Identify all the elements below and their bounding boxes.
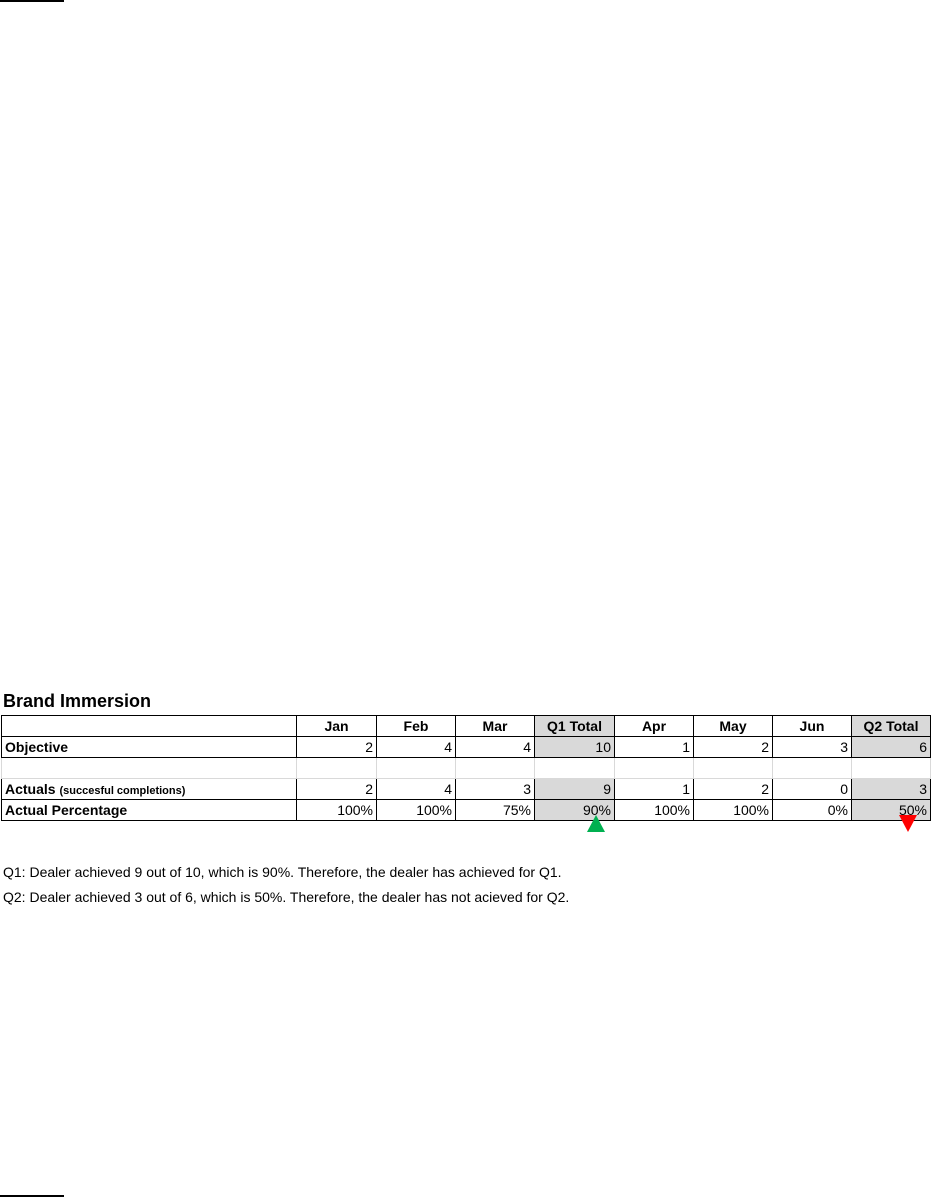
note-q2: Q2: Dealer achieved 3 out of 6, which is 50%. Therefore, the dealer has not acieved for Q2. (3, 889, 570, 905)
objective-row (2, 737, 931, 758)
empty-cell (535, 758, 615, 779)
row-label-actual-percentage: Actual Percentage (2, 800, 297, 821)
col-header-jan: Jan (297, 716, 377, 737)
col-header-q2-total: Q2 Total (852, 716, 931, 737)
table-cell: 3 (852, 779, 931, 800)
header-row (2, 716, 931, 737)
empty-cell (694, 758, 773, 779)
table-cell: 4 (377, 737, 456, 758)
row-label-actuals (2, 779, 297, 800)
actuals-label: Actuals (5, 781, 56, 797)
empty-cell (852, 758, 931, 779)
actuals-sublabel: (succesful completions) (59, 785, 186, 797)
table-cell: 4 (456, 737, 535, 758)
row-label-objective: Objective (2, 737, 297, 758)
empty-cell (773, 758, 852, 779)
table-cell: 10 (535, 737, 615, 758)
table-cell: 3 (456, 779, 535, 800)
section-title: Brand Immersion (3, 691, 152, 711)
table-cell: 100% (377, 800, 456, 821)
col-header-jun: Jun (773, 716, 852, 737)
table-cell: 90% (535, 800, 615, 821)
table-cell: 50% (852, 800, 931, 821)
col-header-mar: Mar (456, 716, 535, 737)
empty-cell (2, 758, 297, 779)
spacer-row (2, 758, 931, 779)
col-header-apr: Apr (615, 716, 694, 737)
red-down-triangle-icon (899, 815, 917, 832)
table-cell: 0 (773, 779, 852, 800)
empty-cell (615, 758, 694, 779)
header-blank (2, 716, 297, 737)
note-q1: Q1: Dealer achieved 9 out of 10, which is 90%. Therefore, the dealer has achieved for Q1. (3, 864, 562, 880)
col-header-may: May (694, 716, 773, 737)
col-header-feb: Feb (377, 716, 456, 737)
table-cell: 2 (297, 779, 377, 800)
table-cell: 75% (456, 800, 535, 821)
empty-cell (456, 758, 535, 779)
empty-cell (377, 758, 456, 779)
table-cell: 4 (377, 779, 456, 800)
actuals-row (2, 779, 931, 800)
col-header-q1-total: Q1 Total (535, 716, 615, 737)
percentage-row (2, 800, 931, 821)
table-cell: 100% (615, 800, 694, 821)
green-up-triangle-icon (587, 815, 605, 832)
table-cell: 0% (773, 800, 852, 821)
table-cell: 2 (694, 779, 773, 800)
table-cell: 100% (694, 800, 773, 821)
table-cell: 100% (297, 800, 377, 821)
table-cell: 1 (615, 779, 694, 800)
table-cell: 1 (615, 737, 694, 758)
empty-cell (297, 758, 377, 779)
table-cell: 2 (297, 737, 377, 758)
table-cell: 2 (694, 737, 773, 758)
brand-immersion-table (1, 715, 931, 821)
table-cell: 9 (535, 779, 615, 800)
table-cell: 3 (773, 737, 852, 758)
table-cell: 6 (852, 737, 931, 758)
page-edge-line-top (0, 0, 64, 2)
page-edge-line-bottom (0, 1195, 64, 1197)
